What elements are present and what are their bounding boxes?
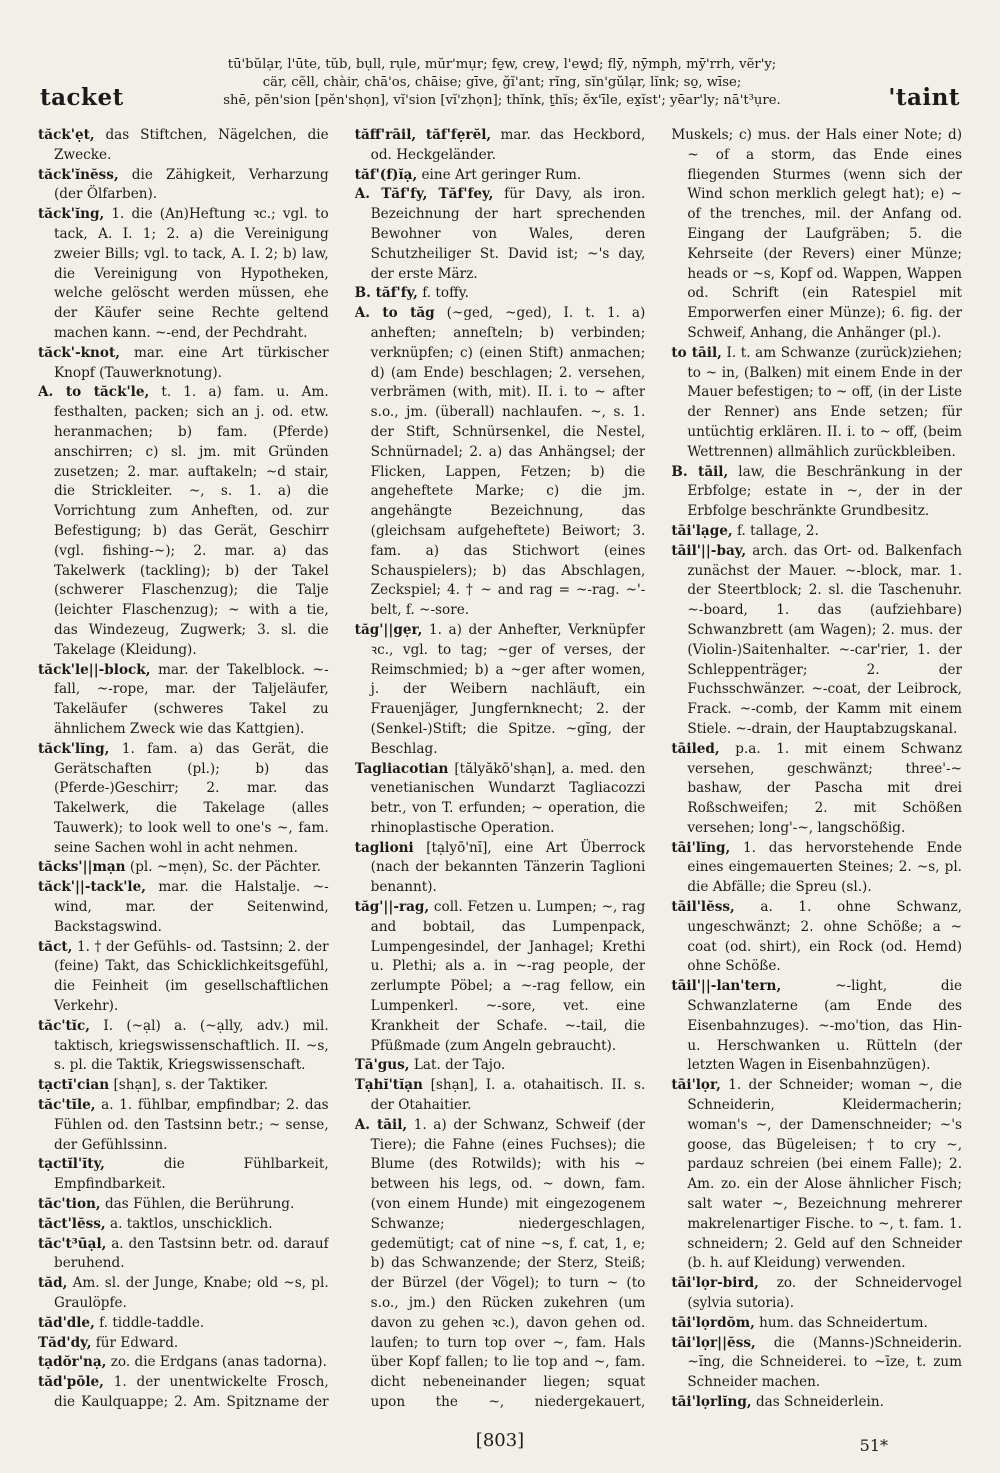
dictionary-entry [355,126,646,166]
dictionary-entry [38,1373,329,1411]
entry-headword: A. Tăf'fy, Tăf'fey, [354,186,494,203]
entry-definition: law, die Beschränkung in der Erbfolge; estate in ~, der in der Erbfolge beschränkte Grundbesitz. [687,463,963,520]
entry-definition: I. (~ạl) a. (~ạlly, adv.) mil. taktisch, kriegswissenschaftlich. II. ~s, s. pl. die Taktik, Kriegswissenschaft. [54,1017,329,1074]
pronunciation-key [222,56,782,110]
entry-definition: das Stiftchen, Nägelchen, die Zwecke. [54,127,329,163]
dictionary-entry [355,166,646,186]
dictionary-entry [671,126,962,344]
entry-definition: arch. das Ort- od. Balkenfach zunächst der Mauer. ~-block, mar. 1. der Steertblock; 2. sl. die Taschenuhr. ~-board, 1. das (aufziehbare) Schwanzbrett (am Wagen); 2. mus. der (Violin-)Saitenhalter. ~-car'rier, 1. der Schleppenträger; 2. der Fuchsschwänzer. ~-coat, der Leibrock, Frack. ~-comb, der Kamm mit einem Stiele. ~-drain, der Hauptabzugskanal. [687,542,963,737]
dictionary-entry [38,1096,329,1155]
entry-headword: tăc'tion, [38,1196,101,1213]
entry-definition: a. 1. fühlbar, empfindbar; 2. das Fühlen od. den Tastsinn betr.; ~ sense, der Gefühlssinn. [54,1097,329,1153]
entry-headword: tạdŏr'nạ, [38,1354,107,1371]
dictionary-entry [671,898,962,977]
entry-definition: [tạlyō'nĭ], eine Art Überrock (nach der bekannten Tänzerin Taglioni benannt). [370,839,646,896]
entry-definition: f. toffy. [422,285,469,302]
dictionary-entry [38,661,329,740]
entry-headword: tăc'tĭc, [38,1017,90,1034]
entry-headword: B. tăf'fy, [354,285,418,302]
entry-headword: tāiled, [671,740,720,757]
entry-columns [38,126,962,1411]
dictionary-entry [355,760,646,839]
entry-definition: 1. a) der Anhefter, Verknüpfer ꝛc., vgl. to tag; ~ger of verses, der Reimschmied; b) a ~ger after women, j. der Weibern nachläuft, ein Frauenjäger, Jungfernknecht; 2. der (Senkel-)Stift; die Spitze. ~gĭng, der Beschlag. [370,621,646,757]
dictionary-entry [38,1195,329,1215]
entry-definition: mar. eine Art türkischer Knopf (Tauwerknotung). [54,344,329,381]
dictionary-entry [38,1274,329,1314]
entry-definition: das Fühlen, die Berührung. [104,1196,295,1213]
entry-headword: tăck'||-tack'le, [38,879,146,896]
entry-definition: mar. das Heckbord, od. Heckgeländer. [370,127,646,163]
dictionary-entry [355,1116,646,1411]
dictionary-entry [671,839,962,898]
entry-definition: Am. sl. der Junge, Knabe; old ~s, pl. Graulöpfe. [54,1275,329,1312]
page-number: [803] [475,1430,525,1451]
entry-definition: 1. das hervorstehende Ende eines eingemauerten Steines; 2. ~s, pl. die Abfälle; die Spreu (sl.). [687,839,963,896]
entry-headword: tāi'lọrdŏm, [671,1314,755,1331]
dictionary-entry [355,898,646,1056]
dictionary-entry [38,383,329,660]
entry-definition: 1. der unentwickelte Frosch, die Kaulquappe; 2. Am. Spitzname der [54,1374,329,1410]
entry-definition: mar. der Takelblock. ~-fall, ~-rope, mar. der Taljeläufer, Takeläufer (schweres Takel zu ähnlichem Zweck wie das Kattgien). [54,661,329,737]
column-right [671,126,962,1411]
entry-headword: tăct'lĕss, [38,1215,106,1232]
entry-headword: A. tāil, [354,1116,408,1133]
entry-definition: a. 1. ohne Schwanz, ungeschwänzt; 2. ohne Schöße; a ~ coat (od. shirt), ein Rock (od. Hemd) ohne Schöße. [687,899,963,975]
entry-headword: tăck'ẹt, [38,127,95,143]
entry-headword: Tạhĭ'tĭạn [354,1077,423,1094]
entry-definition: [tălyăkō'shạn], a. med. den venetianischen Wundarzt Tagliacozzi betr., von T. erfunden; ~ operation, die rhinoplastische Operation. [370,760,646,836]
entry-definition: das Schneiderlein. [755,1394,884,1410]
entry-headword: A. to tăck'le, [38,384,150,401]
dictionary-entry [671,1076,962,1274]
entry-headword: tạctĭl'ĭty, [38,1156,105,1173]
dictionary-entry [38,166,329,206]
entry-definition: die Zähigkeit, Verharzung (der Ölfarben). [54,166,329,203]
entry-definition: f. tallage, 2. [736,522,819,539]
dictionary-entry [38,1017,329,1076]
entry-definition: [shạn], s. der Taktiker. [113,1077,269,1094]
entry-headword: tăck'lĭng, [38,740,110,757]
entry-definition: t. 1. a) fam. u. Am. festhalten, packen; sich an j. od. etw. heranmachen; b) fam. (Pferde) anschirren; c) sl. jm. mit Gründen zusetzen; 2. mar. auftakeln; ~d stair, die Strickleiter. ~, s. 1. a) die Vorrichtung zum Anheften, od. zur Befestigung; b) das Gerät, Geschirr (vgl. fishing-~); 2. mar. a) das Takelwerk (tackling); b) der Takel (schwerer Flaschenzug); die Talje (leichter Flaschenzug); ~ with a tie, das Windezeug, Zugwerk; 3. sl. die Takelage (Kleidung). [54,384,329,658]
dictionary-entry [671,977,962,1076]
entry-definition: 1. fam. a) das Gerät, die Gerätschaften (pl.); b) das (Pferde-)Geschirr; 2. mar. das Takelwerk, die Takelage (alles Tauwerk); to look well to one's ~, fam. seine Sachen wohl in acht nehmen. [54,740,329,856]
entry-definition: p.a. 1. mit einem Schwanz versehen, geschwänzt; three'-~ bashaw, der Pascha mit drei Roßschweifen; 2. mit Schößen versehen; long'-~, langschößig. [687,740,963,836]
dictionary-entry [671,740,962,839]
dictionary-entry [671,463,962,522]
dictionary-entry [671,1274,962,1314]
dictionary-entry [671,542,962,740]
entry-headword: A. to tăg [354,305,435,322]
entry-headword: Tagliacotian [354,760,449,777]
dictionary-entry [38,344,329,384]
entry-headword: tăc't³ūạl, [38,1235,107,1252]
dictionary-entry [38,1215,329,1235]
dictionary-entry [355,839,646,898]
pronunciation-key-line: shē, pẽn'sion [pĕn'shọn], vĭ'sion [vĭ'zhọn]; thĭnk, ṯhĭs; ĕx'īle, ex̱ĭst'; yēar'ly; nā't³ụre. [223,93,781,108]
entry-headword: tāil'||-bay, [671,542,747,559]
entry-headword: tāil'lĕss, [671,899,735,916]
entry-definition: [shạn], I. a. otahaitisch. II. s. der Otahaitier. [370,1077,646,1114]
entry-headword: tăc'tĭle, [38,1097,96,1114]
entry-definition: a. taktlos, unschicklich. [110,1215,273,1232]
dictionary-entry [355,185,646,284]
entry-definition: (~ged, ~ged), I. t. 1. a) anheften; anneſteln; b) verbinden; verknüpfen; c) (einen Stift) anmachen; d) (am Ende) beschlagen; 2. versehen, verbrämen (with, mit). II. i. to ~ after s.o., jm. (überall) nachlaufen. ~, s. 1. der Stift, Schnürsenkel, die Nestel, Schnürnadel; 2. a) das Anhängsel; der Flicken, Lappen, Fetzen; b) die angeheftete Marke; c) die jm. angehängte Bezeichnung, das (gleichsam aufgeheftete) Beiwort; 3. fam. a) das Stichwort (eines Schauspielers); b) das Abschlagen, Zeckspiel; 4. † ~ and rag = ~-rag. ~'-belt, f. ~-sore. [370,305,646,619]
dictionary-entry [355,1056,646,1076]
entry-headword: tăff'rāil, tăf'fẹrĕl, [354,127,492,143]
dictionary-entry [38,1235,329,1275]
dictionary-entry [38,1334,329,1354]
entry-definition: 1. der Schneider; woman ~, die Schneiderin, Kleidermacherin; woman's ~, der Damenschneider; ~'s goose, das Bügeleisen; † to cry ~, pardauz schreien (bei einem Falle); 2. Am. zo. ein der Alose ähnlicher Fisch; salt water ~, Bezeichnung mehrerer makrelenartiger Fische. to ~, t. fam. 1. schneidern; 2. Geld auf den Schneider (b. h. auf Kleidung) verwenden. [687,1077,963,1272]
entry-definition: zo. die Erdgans (anas tadorna). [110,1354,327,1371]
entry-headword: tăf'(f)ĭạ, [354,166,418,183]
entry-definition: 1. a) der Schwanz, Schweif (der Tiere); die Fahne (eines Fuchses); die Blume (des Rotwilds); with his ~ between his legs, od. ~ down, fam. (von einem Hunde) mit eingezogenem Schwanze; niedergeschlagen, gedemütigt; cat of nine ~s, f. cat, 1, e; b) das Schwanzende; der Sterz, Steiß; der Bürzel (der Vögel); to turn ~ (to s.o., jm.) den Rücken zukehren (um davon zu gehen ꝛc.), davon gehen od. laufen; to turn top over ~, fam. Hals über Kopf fallen; to lie top and ~, fam. dicht nebeneinander liegen; squat upon the ~, niedergekauert, [370,1116,646,1410]
entry-definition: hum. das Schneidertum. [759,1314,928,1331]
entry-headword: tăd'pōle, [38,1374,104,1391]
entry-definition: mar. die Halstalje. ~-wind, mar. der Seitenwind, Backstagswind. [54,879,329,935]
entry-definition: die Fühlbarkeit, Empfindbarkeit. [54,1156,329,1193]
pronunciation-key-line: cär, cẽll, chàir, chā'os, chāise; gīve, ğĭ'ant; rĭng, sĭn'gŭlạr, lĭnk; so̱, wīse; [262,75,742,90]
entry-definition: Muskels; c) mus. der Hals einer Note; d) ~ of a storm, das Ende eines fliegenden Sturmes (wenn sich der Wind schon merklich gelegt hat); e) ~ of the trenches, mil. der Anfang od. Eingang der Laufgräben; 5. die Kehrseite (der Revers) einer Münze; heads or ~s, Kopf od. Wappen, Wappen od. Schrift (ein Ratespiel mit Emporwerfen einer Münze); 6. fig. der Schweif, Anhang, die Anhänger (pl.). [671,127,963,341]
entry-headword: tāi'lĭng, [671,839,731,856]
dictionary-entry [38,205,329,344]
entry-headword: tạctĭ'cian [38,1077,110,1094]
dictionary-entry [38,878,329,937]
dictionary-entry [671,1334,962,1393]
entry-definition: 1. die (An)Heftung ꝛc.; vgl. to tack, A. I. 1; 2. a) die Vereinigung zweier Bills; vgl. to tack, A. I. 2; b) law, die Vereinigung von Hypotheken, welche gelöscht werden müssen, ehe der Käufer seine Rechte geltend machen kann. ~-end, der Pechdraht. [54,206,329,341]
entry-definition: für Edward. [95,1334,179,1351]
pronunciation-key-line: tū'bŭlạr, l'ūte, tŭb, bụll, rụle, mŭr'mụr; fe̱w, crew̱, l'ew̱d; flȳ, nȳmph, mȳ'rrh, vẽr'y; [227,57,777,72]
entry-headword: tāi'lọr||ĕss, [671,1334,756,1351]
entry-definition: coll. Fetzen u. Lumpen; ~, rag and bobtail, das Lumpenpack, Lumpengesindel, der Janhagel; Krethi u. Plethi; als a. in ~-rag people, der zerlumpte Pöbel; a ~-rag fellow, ein Lumpenkerl. ~-sore, vet. eine Krankheit der Schafe. ~-tail, die Pfüßmade (zum Angeln gebraucht). [370,899,646,1054]
guide-word-left: tacket [40,84,124,111]
dictionary-entry [38,1353,329,1373]
entry-headword: tăg'||-rag, [354,899,430,916]
entry-headword: tăck'-knot, [38,344,120,361]
entry-headword: taglioni [354,839,414,856]
entry-definition: für Davy, als iron. Bezeichnung der hart sprechenden Bewohner von Wales, deren Schutzheiliger St. David ist; ~'s day, der erste März. [370,186,646,282]
dictionary-entry [671,522,962,542]
dictionary-entry [671,344,962,463]
entry-definition: Lat. der Tajo. [413,1057,506,1074]
dictionary-entry [355,621,646,760]
entry-headword: tăck'ĭnĕss, [38,166,119,183]
entry-definition: die (Manns-)Schneiderin. ~ĭng, die Schneiderei. to ~īze, t. zum Schneider machen. [687,1334,963,1391]
entry-headword: B. tāil, [671,463,729,480]
dictionary-entry [38,1314,329,1334]
dictionary-entry [38,858,329,878]
entry-definition: f. tiddle-taddle. [99,1314,205,1331]
dictionary-entry [355,1076,646,1116]
entry-headword: tăd, [38,1275,68,1292]
entry-definition: 1. † der Gefühls- od. Tastsinn; 2. der (feine) Takt, das Schicklichkeitsgefühl, die Feinheit (im gesellschaftlichen Verkehr). [54,938,329,1015]
dictionary-entry [38,1155,329,1195]
signature-mark: 51* [859,1436,888,1455]
dictionary-entry [355,304,646,621]
entry-headword: tăcks'||mạn [38,859,126,876]
entry-headword: Tā'gus, [354,1057,410,1074]
entry-headword: tăg'||gẹr, [354,621,423,638]
entry-definition: (pl. ~mẹn), Sc. der Pächter. [129,859,321,876]
entry-definition: zo. der Schneidervogel (sylvia sutoria). [687,1275,963,1312]
entry-headword: tăct, [38,938,73,955]
entry-headword: tāi'lọr, [671,1077,721,1094]
entry-headword: tăck'le||-block, [38,661,151,678]
dictionary-entry [38,938,329,1017]
dictionary-entry [38,740,329,859]
entry-headword: to tāil, [671,344,722,361]
entry-headword: tāi'lạge, [671,522,733,539]
entry-headword: tāi'lọrlĭng, [671,1394,752,1410]
entry-definition: ~-light, die Schwanzlaterne (am Ende des Eisenbahnzuges). ~-mo'tion, das Hin- u. Herschwanken u. Rütteln (der letzten Wagen in Eisenbahnzügen). [687,978,963,1074]
column-middle [355,126,646,1411]
dictionary-entry [671,1393,962,1411]
entry-headword: tāi'lọr-bird, [671,1275,759,1292]
entry-headword: tăck'ĭng, [38,206,105,223]
dictionary-entry [355,284,646,304]
entry-headword: tăd'dle, [38,1314,95,1331]
entry-headword: Tăd'dy, [38,1334,92,1351]
entry-definition: eine Art geringer Rum. [421,166,582,183]
dictionary-entry [38,1076,329,1096]
entry-headword: tāil'||-lan'tern, [671,978,782,995]
entry-definition: I. t. am Schwanze (zurück)ziehen; to ~ in, (Balken) mit einem Ende in der Mauer befestigen; to ~ off, (in der Liste der Renner) ans Ende setzen; für untüchtig erklären. II. i. to ~ off, (beim Wettrennen) allmählich zurückbleiben. [687,344,963,460]
guide-word-right: 'taint [888,84,960,111]
dictionary-entry [671,1314,962,1334]
dictionary-entry [38,126,329,166]
entry-definition: a. den Tastsinn betr. od. darauf beruhend. [54,1235,329,1272]
column-left [38,126,329,1411]
